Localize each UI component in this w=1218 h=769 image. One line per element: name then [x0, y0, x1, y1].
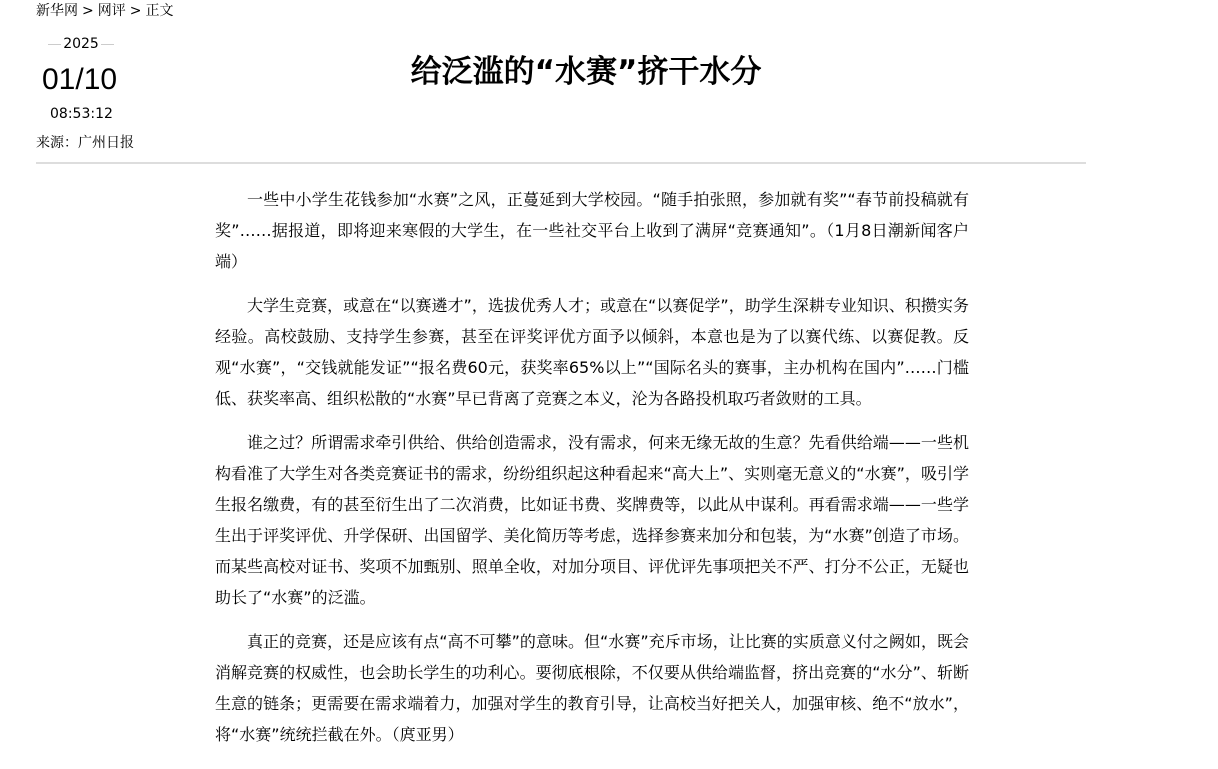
publish-time: 08:53:12 — [50, 106, 113, 122]
article-paragraph: 真正的竞赛，还是应该有点“高不可攀”的意味。但“水赛”充斥市场，让比赛的实质意义付之阙如，既会消解竞赛的权威性，也会助长学生的功利心。要彻底根除，不仅要从供给端监督，挤出竞赛的“水分”、斩断生意的链条；更需要在需求端着力，加强对学生的教育引导，让高校当好把关人，加强审核、绝不“放水”，将“水赛”统统拦截在外。（庹亚男） — [215, 632, 969, 744]
breadcrumb-separator: > — [129, 3, 142, 19]
breadcrumb — [36, 2, 173, 20]
breadcrumb-current: 正文 — [145, 3, 174, 19]
article-body — [215, 184, 969, 763]
article-paragraph: 一些中小学生花钱参加“水赛”之风，正蔓延到大学校园。“随手拍张照，参加就有奖”“春节前投稿就有奖”……据报道，即将迎来寒假的大学生，在一些社交平台上收到了满屏“竞赛通知”。（1月8日潮新闻客户端） — [215, 190, 969, 271]
article-paragraph: 大学生竞赛，或意在“以赛遴才”，选拔优秀人才；或意在“以赛促学”，助学生深耕专业知识、积攒实务经验。高校鼓励、支持学生参赛，甚至在评奖评优方面予以倾斜，本意也是为了以赛代练、以赛促教。反观“水赛”，“交钱就能发证”“报名费60元，获奖率65%以上”“国际名头的赛事，主办机构在国内”……门槛低、获奖率高、组织松散的“水赛”早已背离了竞赛之本义，沦为各路投机取巧者敛财的工具。 — [215, 296, 969, 408]
breadcrumb-link-home[interactable]: 新华网 — [36, 3, 78, 19]
breadcrumb-link-commentary[interactable]: 网评 — [97, 3, 126, 19]
article-title: 给泛滥的“水赛”挤干水分 — [410, 54, 762, 90]
header-divider — [36, 162, 1086, 164]
publish-year — [48, 35, 114, 53]
article-paragraph: 谁之过？所谓需求牵引供给、供给创造需求，没有需求，何来无缘无故的生意？先看供给端——一些机构看准了大学生对各类竞赛证书的需求，纷纷组织起这种看起来“高大上”、实则毫无意义的“水赛”，吸引学生报名缴费，有的甚至衍生出了二次消费，比如证书费、奖牌费等，以此从中谋利。再看需求端——一些学生出于评奖评优、升学保研、出国留学、美化简历等考虑，选择参赛来加分和包装，为“水赛”创造了市场。而某些高校对证书、奖项不加甄别、照单全收，对加分项目、评优评先事项把关不严、打分不公正，无疑也助长了“水赛”的泛滥。 — [215, 433, 969, 607]
publish-year-text: 2025 — [63, 36, 99, 52]
publish-day: 01/10 — [42, 63, 118, 96]
breadcrumb-separator: > — [82, 3, 94, 19]
article-source: 来源：广州日报 — [36, 135, 134, 151]
